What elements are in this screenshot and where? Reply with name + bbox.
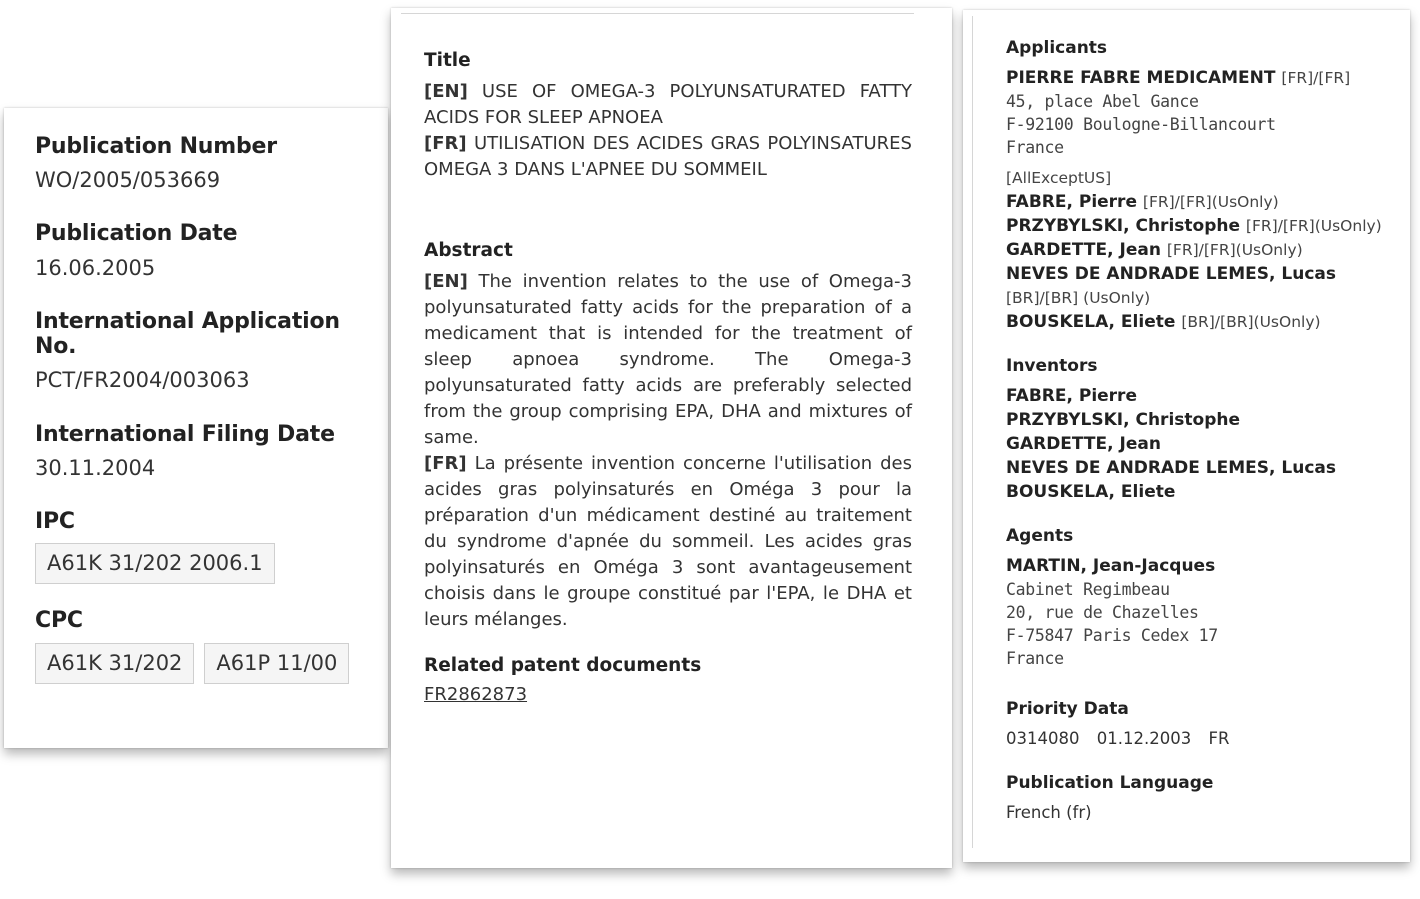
title-abstract-card — [391, 8, 952, 868]
agents-heading: Agents — [1006, 526, 1074, 546]
agent-address-line: Cabinet Regimbeau — [1006, 580, 1170, 599]
priority-data — [1006, 727, 1384, 751]
applicant-country-tag: [BR]/[BR] (UsOnly) — [1006, 289, 1151, 307]
applicant-country-tag: [BR]/[BR](UsOnly) — [1181, 313, 1321, 331]
applicant-name: PIERRE FABRE MEDICAMENT — [1006, 68, 1276, 88]
lang-tag: [FR] — [424, 453, 467, 474]
abstract-fr — [424, 451, 912, 633]
priority-heading: Priority Data — [1006, 699, 1129, 719]
agent-address-line: F-75847 Paris Cedex 17 — [1006, 626, 1218, 645]
applicant-scope: [AllExceptUS] — [1006, 169, 1112, 187]
cpc-tag[interactable]: A61P 11/00 — [204, 643, 349, 684]
related-documents-heading: Related patent documents — [424, 655, 702, 676]
applicant-name: GARDETTE, Jean — [1006, 240, 1161, 260]
applicant-name: FABRE, Pierre — [1006, 192, 1137, 212]
abstract-en-text: The invention relates to the use of Omega-3 polyunsaturated fatty acids for the preparation of a medicament that is intended for the treatment of sleep apnoea syndrome. The Omega-3 polyunsaturated fatty acids are preferably selected from the group comprising EPA, DHA and mixtures of same. — [424, 271, 912, 448]
publication-number: WO/2005/053669 — [35, 168, 221, 193]
divider — [401, 13, 914, 14]
priority-date: 01.12.2003 — [1096, 729, 1192, 748]
applicant-name: NEVES DE ANDRADE LEMES, Lucas — [1006, 264, 1336, 284]
agent-address-line: 20, rue de Chazelles — [1006, 603, 1199, 622]
cpc-tags — [35, 643, 388, 684]
parties-card — [963, 10, 1410, 862]
publication-number-label: Publication Number — [35, 134, 277, 159]
title-en-text: USE OF OMEGA-3 POLYUNSATURATED FATTY ACIDS FOR SLEEP APNOEA — [424, 81, 912, 128]
agent-address-line: France — [1006, 649, 1064, 668]
title-en — [424, 79, 912, 131]
ipc-label: IPC — [35, 509, 75, 535]
abstract-heading: Abstract — [424, 240, 513, 261]
inventor-item: PRZYBYLSKI, Christophe — [1006, 410, 1240, 430]
applicant-country-tag: [FR]/[FR](UsOnly) — [1142, 193, 1279, 211]
filing-date: 30.11.2004 — [35, 455, 156, 480]
publication-language: French (fr) — [1006, 803, 1092, 822]
applicant-item — [1006, 262, 1384, 310]
applicant-address-line: F-92100 Boulogne-Billancourt — [1006, 115, 1276, 134]
applicant-address-line: 45, place Abel Gance — [1006, 92, 1199, 111]
language-heading: Publication Language — [1006, 773, 1214, 793]
divider — [972, 16, 973, 848]
applicant-item — [1006, 238, 1384, 262]
abstract-en — [424, 269, 912, 451]
lang-tag: [FR] — [424, 133, 467, 154]
application-number-label: International Application No. — [35, 308, 340, 360]
lang-tag: [EN] — [424, 81, 468, 102]
inventors-heading: Inventors — [1006, 356, 1098, 376]
applicant-item — [1006, 310, 1384, 334]
applicants-heading: Applicants — [1006, 38, 1108, 58]
inventor-item: BOUSKELA, Eliete — [1006, 482, 1176, 502]
publication-date: 16.06.2005 — [35, 255, 156, 280]
publication-date-label: Publication Date — [35, 221, 238, 247]
applicant-item — [1006, 214, 1384, 238]
title-fr — [424, 131, 912, 183]
inventor-item: FABRE, Pierre — [1006, 386, 1137, 406]
applicant-main — [1006, 66, 1384, 90]
filing-date-label: International Filing Date — [35, 421, 335, 447]
agent-name: MARTIN, Jean-Jacques — [1006, 556, 1216, 576]
bibliographic-summary-card — [4, 108, 388, 748]
priority-number: 0314080 — [1006, 729, 1080, 748]
applicant-country-tag: [FR]/[FR](UsOnly) — [1166, 241, 1303, 259]
title-fr-text: UTILISATION DES ACIDES GRAS POLYINSATURES OMEGA 3 DANS L'APNEE DU SOMMEIL — [424, 133, 912, 180]
applicant-name: PRZYBYLSKI, Christophe — [1006, 216, 1240, 236]
abstract-fr-text: La présente invention concerne l'utilisation des acides gras polyinsaturés en Oméga 3 pour la préparation d'un médicament destiné au traitement du syndrome d'apnée du sommeil. Les acides gras polyinsaturés en Oméga 3 sont avantageusement choisis dans le groupe constitué par l'EPA, le DHA et leurs mélanges. — [424, 453, 912, 630]
applicant-country-tag: [FR]/[FR](UsOnly) — [1245, 217, 1382, 235]
lang-tag: [EN] — [424, 271, 468, 292]
inventor-item: GARDETTE, Jean — [1006, 434, 1161, 454]
applicant-item — [1006, 190, 1384, 214]
cpc-tag[interactable]: A61K 31/202 — [35, 643, 194, 684]
ipc-tags — [35, 543, 388, 584]
application-number: PCT/FR2004/003063 — [35, 368, 250, 393]
applicant-name: BOUSKELA, Eliete — [1006, 312, 1176, 332]
inventor-item: NEVES DE ANDRADE LEMES, Lucas — [1006, 458, 1336, 478]
title-heading: Title — [424, 50, 471, 71]
priority-country: FR — [1208, 729, 1230, 748]
ipc-tag[interactable]: A61K 31/202 2006.1 — [35, 543, 275, 584]
applicant-address-line: France — [1006, 138, 1064, 157]
cpc-label: CPC — [35, 608, 83, 634]
related-document-link[interactable]: FR2862873 — [424, 684, 528, 705]
applicant-country-tag: [FR]/[FR] — [1281, 69, 1351, 87]
